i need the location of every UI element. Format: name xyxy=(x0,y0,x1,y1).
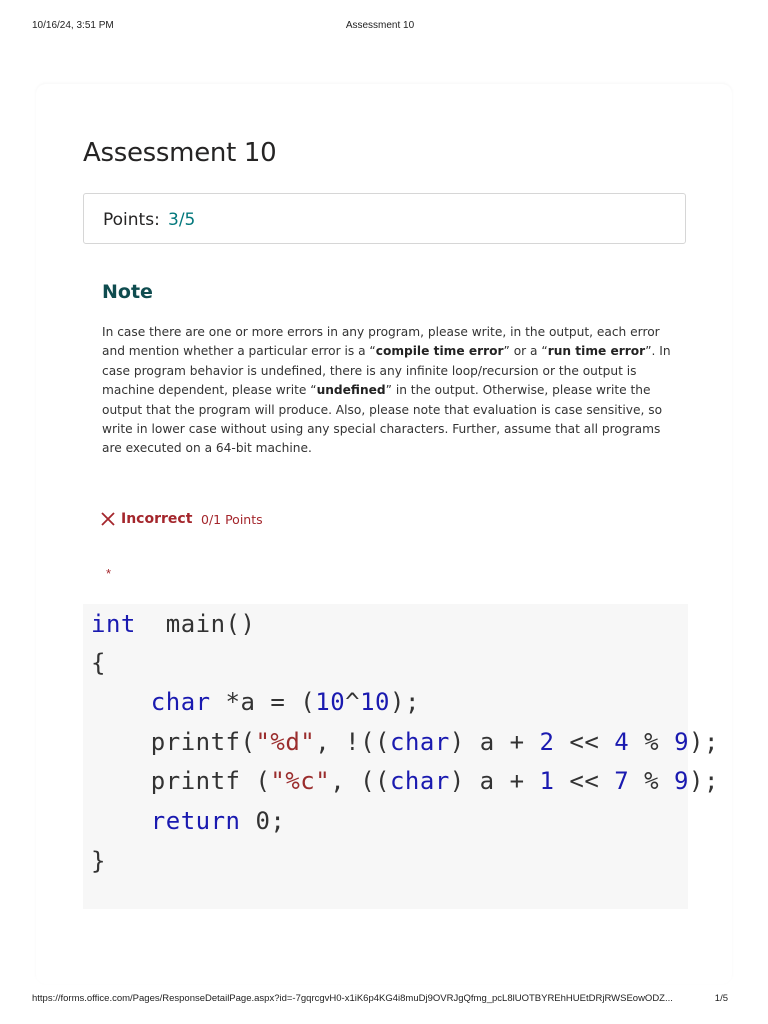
code-token: ) a + xyxy=(449,767,540,795)
code-token: ); xyxy=(689,767,719,795)
code-token: 4 xyxy=(614,728,630,756)
points-value: 3/5 xyxy=(168,210,196,230)
code-token: , (( xyxy=(330,767,390,795)
code-token: , !(( xyxy=(315,728,390,756)
incorrect-x-icon xyxy=(100,511,116,527)
note-text: ” in the output. Otherwise, please write the output that the program will produce. Also, please note that evaluation is case sensitive, so write in lower case without using any special characters. Further, assume that all programs are executed on a 64-bit machine. xyxy=(102,383,663,456)
code-token: main() xyxy=(135,610,256,638)
code-token: char xyxy=(389,767,450,795)
code-line xyxy=(91,767,719,795)
code-token: "%d" xyxy=(255,728,316,756)
print-footer xyxy=(32,993,728,1007)
note-undefined: undefined xyxy=(316,383,386,398)
note-text: In case there are one or more errors in any program, please write, in the output, each error and mention whether a particular error is a “ xyxy=(102,325,660,359)
code-token: } xyxy=(91,847,106,875)
print-url: https://forms.office.com/Pages/ResponseDetailPage.aspx?id=-7gqrcgvH0-x1iK6p4KG4i8muDj9OVRJgQfmg_pcL8lUOTBYREhHUEtDRjRWSEowODZ... xyxy=(32,993,673,1004)
code-token: 10 xyxy=(315,688,346,716)
code-token: 2 xyxy=(539,728,555,756)
print-page-title: Assessment 10 xyxy=(345,20,415,31)
print-page-number: 1/5 xyxy=(714,993,728,1004)
note-text: ” or a “ xyxy=(503,344,548,359)
code-token: 9 xyxy=(674,767,689,795)
code-token: 0; xyxy=(240,807,286,835)
code-token: 1 xyxy=(539,767,555,795)
code-line xyxy=(91,688,420,716)
code-token: << xyxy=(554,728,615,756)
code-token: "%c" xyxy=(270,767,331,795)
result-points: 0/1 Points xyxy=(201,512,263,527)
form-title: Assessment 10 xyxy=(83,138,277,168)
code-token: % xyxy=(629,767,675,795)
code-token: char xyxy=(150,688,211,716)
code-token: 10 xyxy=(360,688,391,716)
code-token: ); xyxy=(390,688,420,716)
result-status: Incorrect xyxy=(121,511,193,527)
note-text: ”. In case program behavior is undefined, there is any infinite loop/recursion or the output is machine dependent, please write “ xyxy=(102,344,671,398)
print-header xyxy=(32,20,728,34)
code-token: % xyxy=(629,728,675,756)
code-line xyxy=(91,847,106,875)
points-summary xyxy=(83,193,686,244)
code-token: ) a + xyxy=(449,728,540,756)
code-token: 7 xyxy=(614,767,630,795)
code-token: 9 xyxy=(674,728,690,756)
question-code-image xyxy=(83,604,719,909)
note-heading: Note xyxy=(102,281,153,303)
note-body xyxy=(102,323,677,459)
code-line xyxy=(91,807,285,835)
required-marker: * xyxy=(106,566,112,581)
code-token: return xyxy=(150,807,241,835)
code-line xyxy=(91,728,719,756)
print-datetime: 10/16/24, 3:51 PM xyxy=(32,20,114,31)
code-token: printf ( xyxy=(91,767,271,795)
code-token: << xyxy=(554,767,615,795)
code-token xyxy=(91,807,151,835)
note-run-time-error: run time error xyxy=(547,344,646,359)
code-token: *a = ( xyxy=(210,688,316,716)
note-compile-time-error: compile time error xyxy=(375,344,504,359)
code-token: char xyxy=(390,728,450,756)
code-token: printf( xyxy=(91,728,256,756)
points-label: Points: xyxy=(103,210,160,230)
code-line xyxy=(91,610,255,638)
code-token: ^ xyxy=(345,688,361,716)
code-token: int xyxy=(91,610,136,638)
code-line xyxy=(91,649,106,677)
code-token: { xyxy=(91,649,106,677)
code-token: ); xyxy=(689,728,719,756)
code-token xyxy=(91,688,151,716)
